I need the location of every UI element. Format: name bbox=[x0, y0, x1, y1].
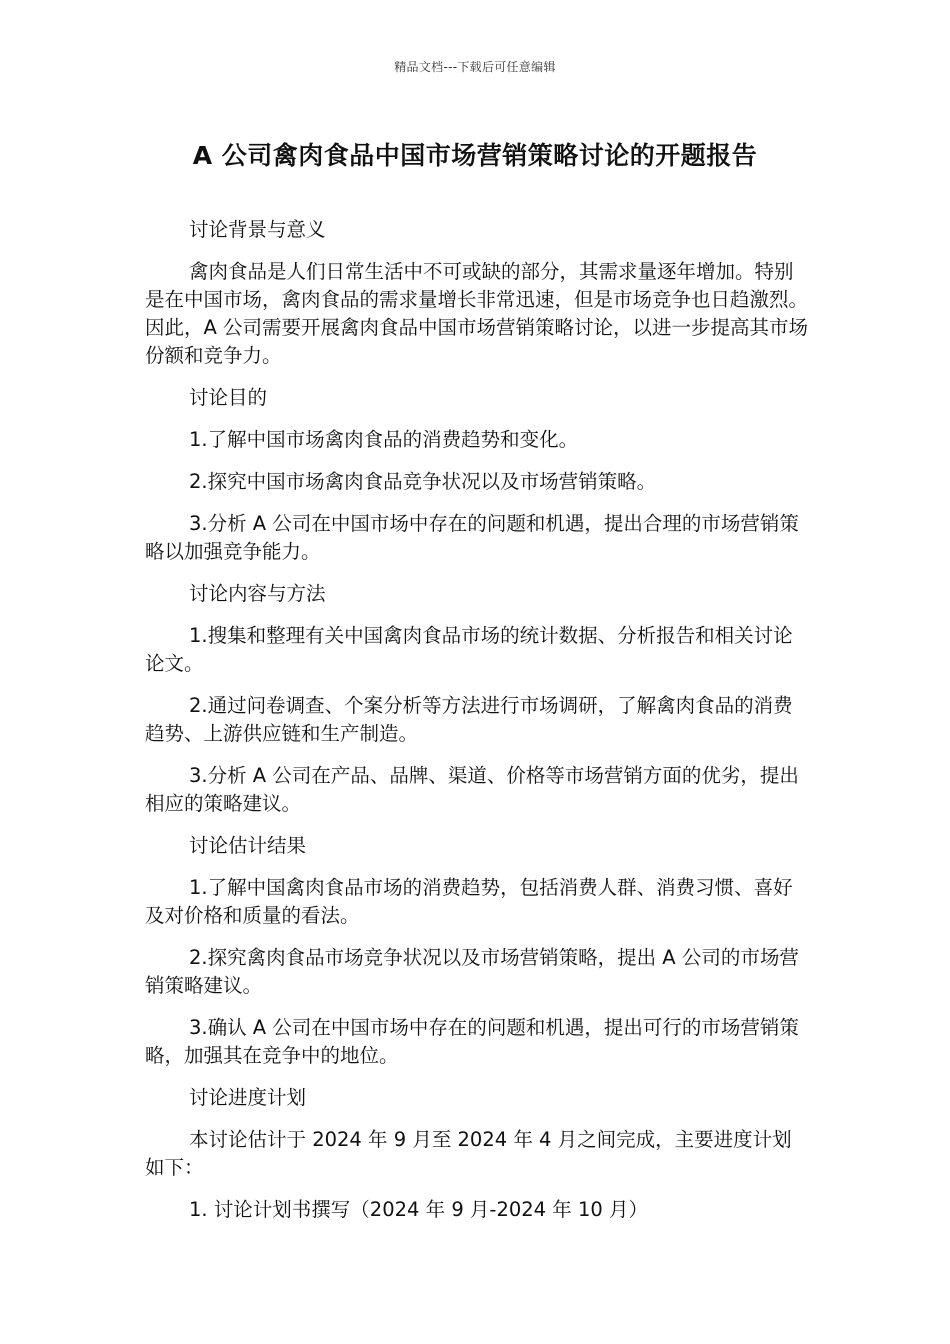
purpose-item: 2.探究中国市场禽肉食品竞争状况以及市场营销策略。 bbox=[189, 470, 657, 493]
schedule-item: 1. 讨论计划书撰写（2024 年 9 月-2024 年 10 月） bbox=[189, 1198, 649, 1221]
document-body bbox=[145, 216, 810, 1238]
methods-item: 3.分析 A 公司在产品、品牌、渠道、价格等市场营销方面的优劣，提出相应的策略建议。 bbox=[145, 764, 799, 815]
section-heading-schedule: 讨论进度计划 bbox=[189, 1086, 307, 1109]
background-paragraph: 禽肉食品是人们日常生活中不可或缺的部分，其需求量逐年增加。特别是在中国市场，禽肉食品的需求量增长非常迅速，但是市场竞争也日趋激烈。因此，A 公司需要开展禽肉食品中国市场营销策略讨论，以进一步提高其市场份额和竞争力。 bbox=[145, 260, 809, 367]
results-item: 2.探究禽肉食品市场竞争状况以及市场营销策略，提出 A 公司的市场营销策略建议。 bbox=[145, 946, 799, 997]
section-heading-results: 讨论估计结果 bbox=[189, 834, 307, 857]
methods-item: 1.搜集和整理有关中国禽肉食品市场的统计数据、分析报告和相关讨论论文。 bbox=[145, 624, 793, 675]
page-header-note: 精品文档---下载后可任意编辑 bbox=[394, 60, 556, 74]
document-title: A 公司禽肉食品中国市场营销策略讨论的开题报告 bbox=[192, 141, 758, 170]
section-heading-purpose: 讨论目的 bbox=[189, 386, 268, 409]
purpose-item: 3.分析 A 公司在中国市场中存在的问题和机遇，提出合理的市场营销策略以加强竞争能力。 bbox=[145, 512, 799, 563]
section-heading-methods: 讨论内容与方法 bbox=[189, 582, 326, 605]
purpose-item: 1.了解中国市场禽肉食品的消费趋势和变化。 bbox=[189, 428, 579, 451]
methods-item: 2.通过问卷调查、个案分析等方法进行市场调研，了解禽肉食品的消费趋势、上游供应链和生产制造。 bbox=[145, 694, 793, 745]
results-item: 3.确认 A 公司在中国市场中存在的问题和机遇，提出可行的市场营销策略，加强其在竞争中的地位。 bbox=[145, 1016, 799, 1067]
results-item: 1.了解中国禽肉食品市场的消费趋势，包括消费人群、消费习惯、喜好及对价格和质量的看法。 bbox=[145, 876, 793, 927]
section-heading-background: 讨论背景与意义 bbox=[189, 218, 326, 241]
schedule-intro: 本讨论估计于 2024 年 9 月至 2024 年 4 月之间完成，主要进度计划如下： bbox=[145, 1128, 792, 1179]
